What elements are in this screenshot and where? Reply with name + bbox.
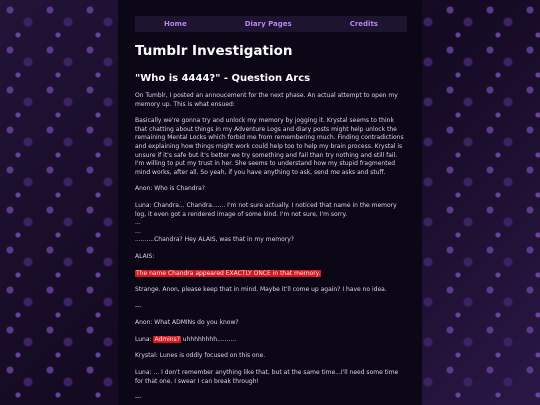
nav-home-link[interactable]: Home	[164, 20, 187, 28]
luna-answer-1: Luna: Chandra... Chandra....... I'm not sure actually. I noticed that name in the memory log, it even got a rendered image of some kind. I'm not sure, I'm sorry.	[135, 201, 397, 218]
anon-question-1: Anon: Who is Chandra?	[135, 185, 205, 193]
body-paragraph: Basically we're gonna try and unlock my memory by jogging it. Krystal seems to think that chatting about things in my Adventure Logs and diary posts might help unlock the remaining Mental Locks which forbid me from remembering much. Finding contradictions and explaining how things might work could help too to help my brain process. Krystal is unsure if it's safe but it's better we try something and fail than try nothing and still fail. I'm willing to put my trust in her. She seems to understand how my stupid fragmented mind works, after all. So yeah, if you have anything to ask, send me asks and stuff.	[135, 117, 404, 176]
ellipsis-line-1: ...	[135, 219, 141, 227]
section-title: "Who is 4444?" - Question Arcs	[135, 73, 311, 84]
anon-question-2: Anon: What ADMINs do you know?	[135, 319, 239, 327]
strange-paragraph: Strange. Anon, please keep that in mind. Maybe it'll come up again? I have no idea.	[135, 286, 387, 294]
luna-answer-3	[135, 336, 405, 345]
luna-answer-2: ..........Chandra? Hey ALAIS, was that in my memory?	[135, 236, 294, 244]
page-title: Tumblr Investigation	[135, 43, 293, 59]
luna-answer-3-suffix: uhhhhhhhh..........	[180, 335, 237, 343]
luna-answer-4: Luna: ... I don't remember anything like that, but at the same time...I'll need some time for that one. I swear I can break through!	[135, 369, 399, 385]
luna-answer-3-prefix: Luna:	[135, 335, 154, 343]
nav-bar	[135, 16, 407, 32]
intro-paragraph: On Tumblr, I posted an annoucement for the next phase. An actual attempt to open my memory up. This is what ensued:	[135, 92, 398, 108]
alais-label: ALAIS:	[135, 252, 155, 260]
separator-1: ---	[135, 302, 142, 310]
admins-highlight: Admins?	[154, 335, 180, 343]
separator-2: ---	[135, 394, 142, 402]
nav-credits-link[interactable]: Credits	[349, 20, 378, 28]
alais-highlight: The name Chandra appeared EXACTLY ONCE in that memory.	[136, 269, 321, 277]
nav-diary-link[interactable]: Diary Pages	[244, 20, 292, 28]
main-content	[118, 43, 422, 403]
ellipsis-line-2: ...	[135, 227, 141, 235]
krystal-comment: Krystal: Lunes is oddly focused on this one.	[135, 352, 266, 360]
page-container	[118, 0, 422, 405]
alais-reply	[135, 270, 405, 279]
